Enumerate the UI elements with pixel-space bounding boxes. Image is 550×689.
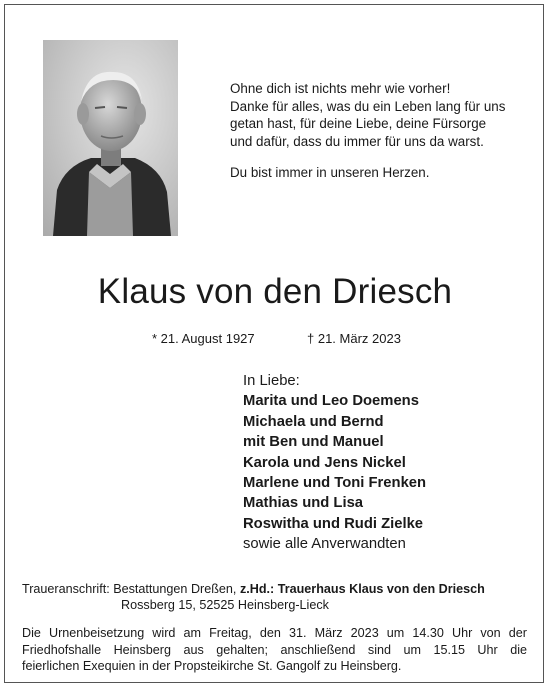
address-care-of: z.Hd.: Trauerhaus Klaus von den Driesch [239,582,485,596]
mourner-name: Michaela und Bernd [243,413,384,430]
memorial-quote [230,80,530,182]
mourner-name: mit Ben und Manuel [243,434,384,451]
mourners-list [243,371,426,555]
quote-line: Ohne dich ist nichts mehr wie vorher! [230,81,451,96]
birth-date: * 21. August 1927 [152,331,255,346]
address-label: Traueranschrift: Bestattungen Dreßen, [22,582,240,596]
death-date: † 21. März 2023 [307,331,401,346]
mourner-name: Mathias und Lisa [243,495,364,512]
quote-line: Danke für alles, was du ein Leben lang für uns [230,98,506,114]
funeral-line: Friedhofshalle Heinsberg aus gehalten; anschließend sind um 15.15 Uhr die [22,642,527,657]
mourning-address [22,581,485,614]
mourner-name: Marita und Leo Doemens [243,393,419,410]
funeral-line: feierlichen Exequien in der Propsteikirche St. Gangolf zu Heinsberg. [22,659,402,674]
quote-line: Du bist immer in unseren Herzen. [230,165,430,181]
mourner-name: Marlene und Toni Frenken [243,475,427,492]
funeral-details [22,625,527,675]
mourner-name: Karola und Jens Nickel [243,454,406,471]
deceased-name: Klaus von den Driesch [97,272,453,311]
quote-line: getan hast, für deine Liebe, deine Fürsorge [230,116,487,132]
mourners-intro: In Liebe: [243,373,300,389]
mourners-closing: sowie alle Anverwandten [243,536,406,553]
mourner-name: Roswitha und Rudi Zielke [243,515,424,532]
quote-line: und dafür, dass du immer für uns da warst. [230,133,484,149]
address-street: Rossberg 15, 52525 Heinsberg-Lieck [121,598,329,613]
portrait-photo [43,40,178,236]
funeral-line: Die Urnenbeisetzung wird am Freitag, den 31. März 2023 um 14.30 Uhr von der [22,626,527,640]
